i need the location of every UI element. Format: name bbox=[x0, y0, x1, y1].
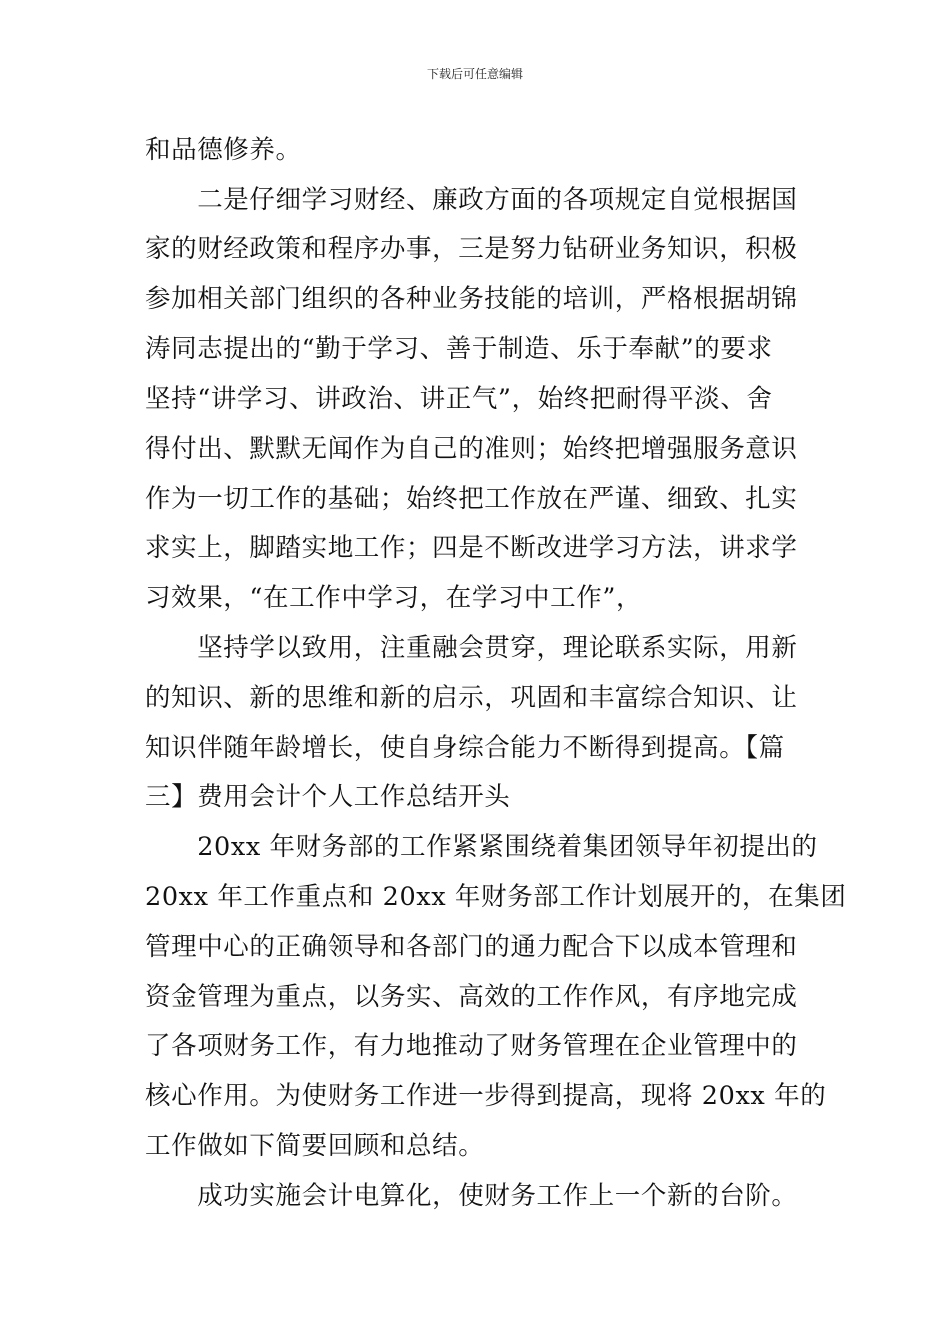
text-line: 作为一切工作的基础；始终把工作放在严谨、细致、扎实 bbox=[145, 484, 798, 514]
text-line: 工作做如下简要回顾和总结。 bbox=[145, 1131, 485, 1161]
text-line: 和品德修养。 bbox=[145, 135, 302, 165]
text-line: 参加相关部门组织的各种业务技能的培训，严格根据胡锦 bbox=[145, 284, 798, 314]
text-line: 核心作用。为使财务工作进一步得到提高，现将 20xx 年的 bbox=[145, 1081, 827, 1111]
text-line: 管理中心的正确领导和各部门的通力配合下以成本管理和 bbox=[145, 932, 798, 962]
text-line: 坚持“讲学习、讲政治、讲正气”，始终把耐得平淡、舍 bbox=[145, 384, 773, 414]
text-line: 三】费用会计个人工作总结开头 bbox=[145, 782, 511, 812]
text-line: 求实上，脚踏实地工作；四是不断改进学习方法，讲求学 bbox=[145, 533, 798, 563]
text-line: 涛同志提出的“勤于学习、善于制造、乐于奉献”的要求 bbox=[145, 334, 773, 364]
text-line: 知识伴随年龄增长，使自身综合能力不断得到提高。【篇 bbox=[145, 733, 785, 763]
text-line: 的知识、新的思维和新的启示，巩固和丰富综合知识、让 bbox=[145, 683, 798, 713]
text-line: 20xx 年工作重点和 20xx 年财务部工作计划展开的，在集团 bbox=[145, 882, 847, 912]
text-line: 习效果，“在工作中学习，在学习中工作”， bbox=[145, 583, 643, 613]
text-line: 家的财经政策和程序办事，三是努力钻研业务知识，积极 bbox=[145, 234, 798, 264]
text-line: 了各项财务工作，有力地推动了财务管理在企业管理中的 bbox=[145, 1031, 798, 1061]
page-header: 下载后可任意编辑 bbox=[426, 67, 523, 81]
text-line: 得付出、默默无闻作为自己的准则；始终把增强服务意识 bbox=[145, 434, 798, 464]
text-line: 坚持学以致用，注重融会贯穿，理论联系实际，用新 bbox=[145, 633, 798, 663]
text-line: 20xx 年财务部的工作紧紧围绕着集团领导年初提出的 bbox=[145, 832, 818, 862]
text-line: 资金管理为重点，以务实、高效的工作作风，有序地完成 bbox=[145, 982, 798, 1012]
text-line: 成功实施会计电算化，使财务工作上一个新的台阶。 bbox=[145, 1181, 798, 1211]
text-line: 二是仔细学习财经、廉政方面的各项规定自觉根据国 bbox=[145, 185, 798, 215]
